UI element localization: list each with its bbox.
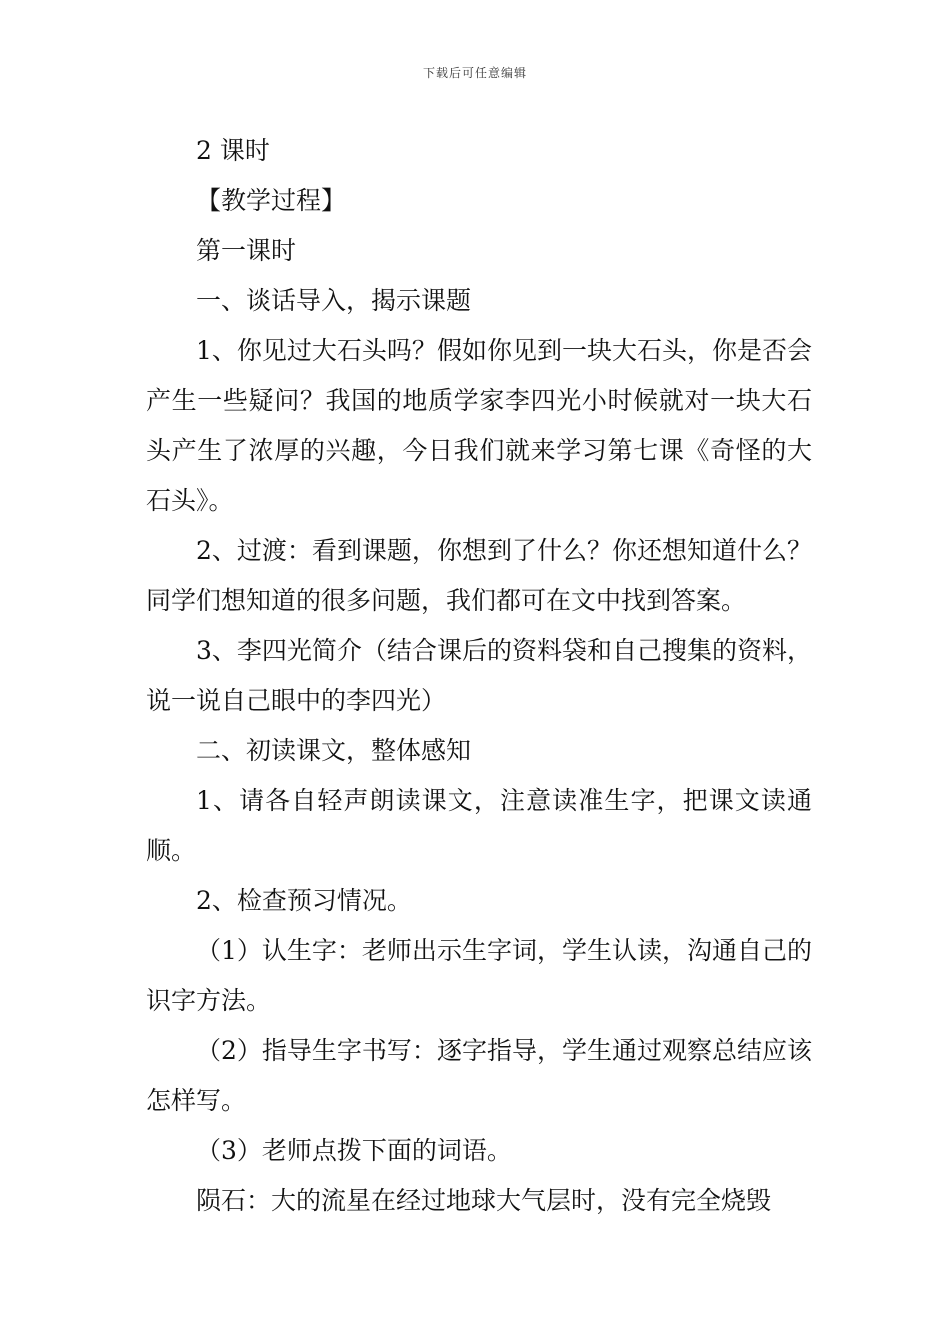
- paragraph-check-preview: 2、检查预习情况。: [196, 886, 412, 915]
- paragraph-vocabulary: （3）老师点拨下面的词语。: [196, 1136, 512, 1165]
- paragraph-meteorite: 陨石：大的流星在经过地球大气层时，没有完全烧毁: [196, 1186, 772, 1215]
- paragraph-first-lesson-heading: 第一课时: [196, 236, 297, 265]
- paragraph-recognize-characters: （1）认生字：老师出示生字词，学生认读，沟通自己的识字方法。: [146, 936, 812, 1015]
- document-body: [146, 126, 812, 1226]
- paragraph-intro-question: 1、你见过大石头吗？假如你见到一块大石头，你是否会产生一些疑问？我国的地质学家李四光小时候就对一块大石头产生了浓厚的兴趣，今日我们就来学习第七课《奇怪的大石头》。: [146, 336, 812, 515]
- paragraph-writing-guidance: （2）指导生字书写：逐字指导，学生通过观察总结应该怎样写。: [146, 1036, 812, 1115]
- paragraph-lesson-hours: 2 课时: [196, 136, 270, 165]
- paragraph-section-one-heading: 一、谈话导入，揭示课题: [196, 286, 472, 315]
- paragraph-li-siguang-intro: 3、李四光简介（结合课后的资料袋和自己搜集的资料，说一说自己眼中的李四光）: [146, 636, 812, 715]
- paragraph-section-two-heading: 二、初读课文，整体感知: [196, 736, 472, 765]
- paragraph-read-aloud: 1、请各自轻声朗读课文，注意读准生字，把课文读通顺。: [146, 786, 812, 865]
- paragraph-teaching-process-heading: 【教学过程】: [196, 186, 347, 215]
- page-header: 下载后可任意编辑: [422, 66, 527, 80]
- paragraph-transition: 2、过渡：看到课题，你想到了什么？你还想知道什么？同学们想知道的很多问题，我们都可在文中找到答案。: [146, 536, 812, 615]
